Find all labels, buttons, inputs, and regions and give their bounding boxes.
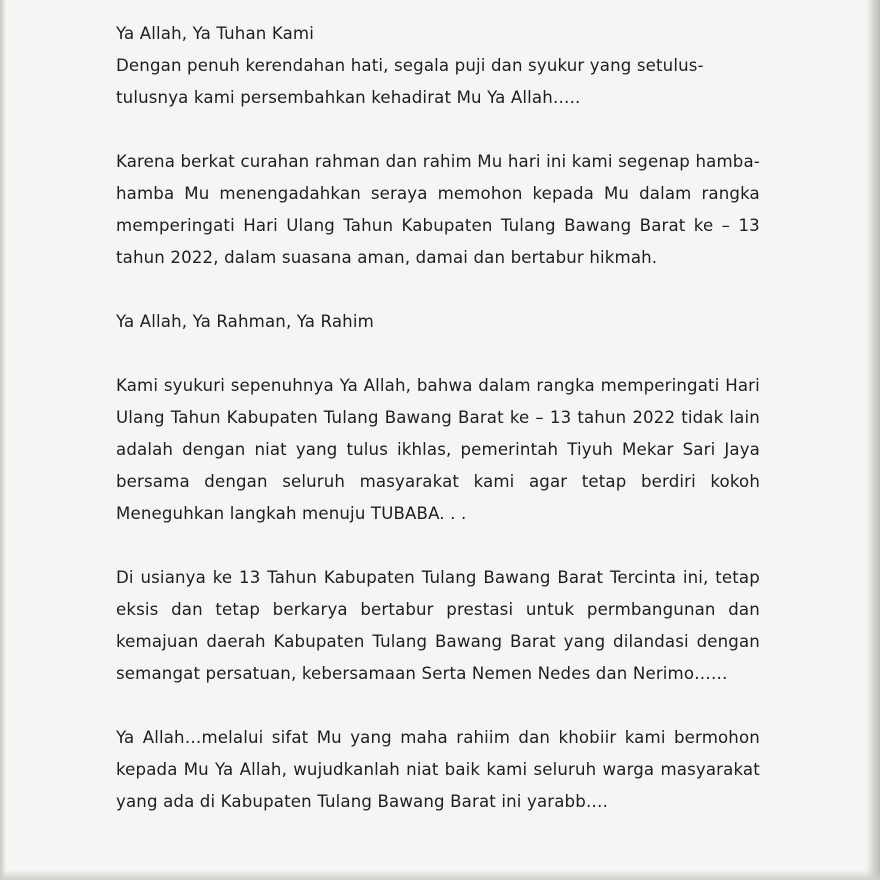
word: Tahun <box>267 568 318 587</box>
word: Ulang <box>116 408 165 427</box>
paragraph-1 <box>116 50 760 114</box>
paragraph-2-line-1 <box>116 146 760 178</box>
word: Bawang <box>435 632 503 651</box>
word: warga <box>602 760 655 779</box>
word: Allah, <box>363 376 412 395</box>
word: dalam <box>639 184 692 203</box>
word: Mu <box>183 760 209 779</box>
word: memohon <box>437 184 523 203</box>
word: Barat <box>510 632 556 651</box>
word: dengan <box>204 472 268 491</box>
word: ke <box>509 408 530 427</box>
word: Kami <box>116 376 159 395</box>
word: dan <box>728 600 760 619</box>
word: 13 <box>549 408 572 427</box>
paragraph-5-line-1 <box>116 722 760 754</box>
word: agar <box>528 472 568 491</box>
paragraph-spacer <box>116 338 760 370</box>
word: Kabupaten <box>323 568 415 587</box>
page-edge-left <box>0 0 6 880</box>
word: rahman <box>314 152 381 171</box>
word: Tulang <box>500 216 556 235</box>
paragraph-spacer <box>116 274 760 306</box>
word: syukuri <box>163 376 225 395</box>
word: rangka <box>701 184 760 203</box>
word: berkarya <box>272 600 348 619</box>
word: daerah <box>206 632 266 651</box>
word: kepada <box>116 760 178 779</box>
word: bertabur <box>360 600 434 619</box>
heading-ya-rahman-ya-rahim: Ya Allah, Ya Rahman, Ya Rahim <box>116 312 374 331</box>
page-edge-bottom <box>0 870 880 880</box>
word: rangka <box>536 376 595 395</box>
word: kepada <box>532 184 594 203</box>
word: dan <box>385 152 418 171</box>
word: rahim <box>422 152 472 171</box>
word: Bawang <box>564 216 632 235</box>
word: sepenuhnya <box>230 376 334 395</box>
word: Bawang <box>483 568 551 587</box>
word: Tercinta <box>609 568 677 587</box>
document-body <box>116 18 760 818</box>
word: Ya <box>339 376 358 395</box>
word: dalam <box>478 376 531 395</box>
paragraph-spacer <box>116 690 760 722</box>
word: ke <box>212 568 233 587</box>
paragraph-4-line-3 <box>116 626 760 658</box>
word: prestasi <box>446 600 514 619</box>
word: Tulang <box>421 568 477 587</box>
word: khobiir <box>558 728 617 747</box>
word: masyarakat <box>359 472 460 491</box>
word: hamba <box>116 184 175 203</box>
word: 13 <box>738 216 760 235</box>
paragraph-2 <box>116 146 760 274</box>
word: Ya <box>116 728 135 747</box>
word: maha <box>400 728 448 747</box>
word: tulus <box>346 440 388 459</box>
word: Kabupaten <box>401 216 493 235</box>
word: berkat <box>180 152 235 171</box>
word: tidak <box>681 408 724 427</box>
paragraph-3-line-5: Meneguhkan langkah menuju TUBABA. . . <box>116 504 467 523</box>
paragraph-3-line-4 <box>116 466 760 498</box>
word: yang <box>563 632 606 651</box>
word: tetap <box>715 568 760 587</box>
word: ini, <box>682 568 709 587</box>
word: dilandasi <box>613 632 689 651</box>
word: menengadahkan <box>219 184 361 203</box>
paragraph-4 <box>116 562 760 690</box>
word: baik <box>444 760 481 779</box>
word: Mu <box>477 152 503 171</box>
word: tetap <box>215 600 261 619</box>
word: niat <box>254 440 287 459</box>
paragraph-4-line-1 <box>116 562 760 594</box>
word: kami <box>624 728 666 747</box>
word: – <box>721 216 731 235</box>
word: Karena <box>116 152 176 171</box>
word: bermohon <box>673 728 760 747</box>
word: Ulang <box>286 216 335 235</box>
word: Barat <box>457 408 504 427</box>
paragraph-3-line-2 <box>116 402 760 434</box>
word: Barat <box>557 568 604 587</box>
paragraph-5-line-3: yang ada di Kabupaten Tulang Bawang Barat ini yarabb…. <box>116 792 609 811</box>
word: Bawang <box>384 408 452 427</box>
word: eksis <box>116 600 159 619</box>
paragraph-2-line-3 <box>116 210 760 242</box>
paragraph-spacer <box>116 114 760 146</box>
word: segenap <box>618 152 690 171</box>
paragraph-3-line-1 <box>116 370 760 402</box>
paragraph-1-line-1: Dengan penuh kerendahan hati, segala puji dan syukur yang setulus- <box>116 56 704 75</box>
word: pemerintah <box>460 440 559 459</box>
word: 13 <box>239 568 261 587</box>
word: ikhlas, <box>396 440 452 459</box>
word: wujudkanlah <box>293 760 400 779</box>
word: hari <box>507 152 541 171</box>
paragraph-3 <box>116 370 760 530</box>
word: untuk <box>525 600 575 619</box>
word: Tiyuh <box>567 440 614 459</box>
word: Di <box>116 568 134 587</box>
word: berdiri <box>640 472 696 491</box>
word: Tulang <box>372 632 428 651</box>
word: Mu <box>184 184 210 203</box>
word: – <box>535 408 544 427</box>
word: Mu <box>316 728 342 747</box>
word: seraya <box>370 184 428 203</box>
word: rahiim <box>456 728 511 747</box>
word: ke <box>693 216 714 235</box>
word: memperingati <box>116 216 235 235</box>
word: bahwa <box>416 376 473 395</box>
word: Tahun <box>343 216 394 235</box>
word: sifat <box>271 728 309 747</box>
word: lain <box>729 408 760 427</box>
paragraph-5 <box>116 722 760 818</box>
paragraph-1-line-2: tulusnya kami persembahkan kehadirat Mu Ya Allah….. <box>116 88 581 107</box>
word: bersama <box>116 472 190 491</box>
word: niat <box>406 760 439 779</box>
paragraph-2-line-4: tahun 2022, dalam suasana aman, damai dan bertabur hikmah. <box>116 248 658 267</box>
paragraph-4-line-4: semangat persatuan, kebersamaan Serta Nemen Nedes dan Nerimo…… <box>116 664 728 683</box>
word: Tulang <box>323 408 379 427</box>
word: permbangunan <box>586 600 716 619</box>
paragraph-2-line-2 <box>116 178 760 210</box>
word: Mu <box>603 184 630 203</box>
word: kami <box>486 760 528 779</box>
word: 2022 <box>632 408 676 427</box>
word: Sari <box>682 440 716 459</box>
heading-ya-tuhan-kami: Ya Allah, Ya Tuhan Kami <box>116 24 314 43</box>
word: seluruh <box>533 760 597 779</box>
word: Kabupaten <box>273 632 365 651</box>
word: yang <box>295 440 338 459</box>
word: tahun <box>577 408 627 427</box>
page-edge-right <box>866 0 880 880</box>
paragraph-5-line-2 <box>116 754 760 786</box>
word: kokoh <box>710 472 760 491</box>
word: Allah…melalui <box>142 728 264 747</box>
paragraph-3-line-3 <box>116 434 760 466</box>
word: Jaya <box>724 440 760 459</box>
word: usianya <box>140 568 206 587</box>
word: kami <box>571 152 613 171</box>
word: dan <box>171 600 203 619</box>
word: Hari <box>725 376 760 395</box>
word: memperingati <box>600 376 720 395</box>
word: dan <box>518 728 551 747</box>
word: hamba- <box>695 152 760 171</box>
word: yang <box>350 728 392 747</box>
word: tetap <box>581 472 627 491</box>
word: Tahun <box>170 408 221 427</box>
word: Barat <box>639 216 686 235</box>
word: Kabupaten <box>226 408 318 427</box>
word: ini <box>546 152 567 171</box>
word: kemajuan <box>116 632 199 651</box>
paragraph-4-line-2 <box>116 594 760 626</box>
word: Allah, <box>239 760 287 779</box>
word: adalah <box>116 440 174 459</box>
word: kami <box>473 472 515 491</box>
word: dengan <box>696 632 760 651</box>
word: curahan <box>240 152 310 171</box>
word: Mekar <box>622 440 674 459</box>
word: seluruh <box>282 472 346 491</box>
word: Hari <box>243 216 278 235</box>
word: masyarakat <box>660 760 760 779</box>
word: dengan <box>182 440 246 459</box>
word: Ya <box>215 760 234 779</box>
paragraph-spacer <box>116 530 760 562</box>
